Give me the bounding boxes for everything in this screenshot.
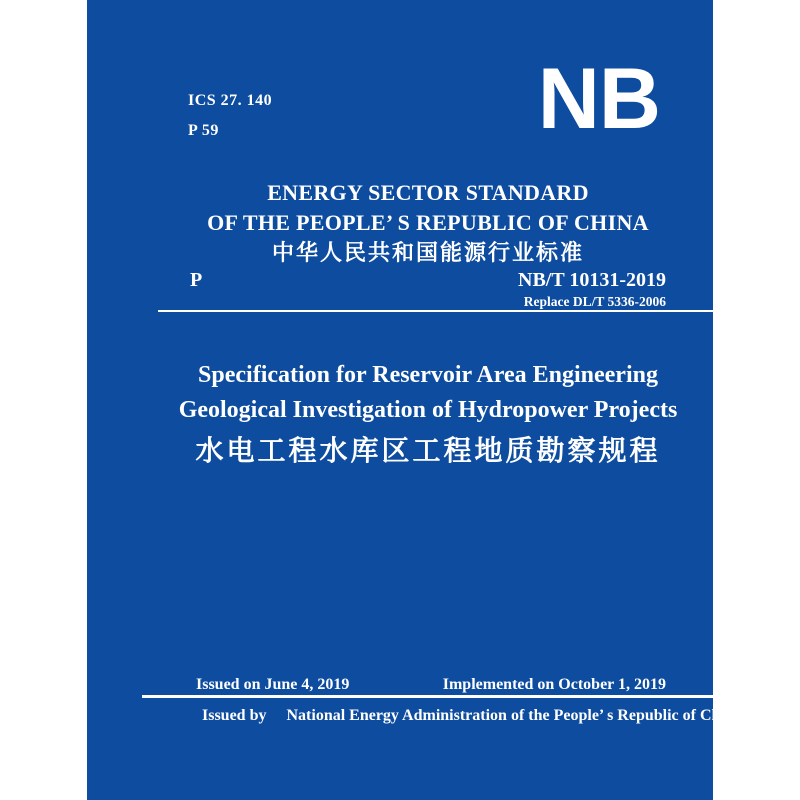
- header-line-en-1: ENERGY SECTOR STANDARD: [267, 180, 589, 205]
- standard-cover-page: [87, 0, 742, 800]
- ics-classification-block: [188, 86, 272, 146]
- header-divider-rule: [158, 310, 713, 312]
- ics-code: ICS 27. 140: [188, 92, 273, 109]
- nb-logo: NB: [537, 51, 660, 147]
- replaces-note: Replace DL/T 5336-2006: [523, 294, 666, 309]
- standard-header: [143, 178, 713, 268]
- title-en-line-2: Geological Investigation of Hydropower Projects: [178, 397, 678, 423]
- standard-code-row: [190, 268, 666, 292]
- class-prefix: P: [190, 269, 203, 291]
- implemented-date: Implemented on October 1, 2019: [442, 676, 666, 693]
- standard-title: [143, 358, 713, 474]
- footer-divider-rule: [142, 695, 713, 698]
- issued-by-value: National Energy Administration of the People’ s Republic of China: [286, 707, 742, 724]
- issued-by-label: Issued by: [202, 707, 267, 724]
- issued-date: Issued on June 4, 2019: [196, 676, 350, 693]
- header-line-en-2: OF THE PEOPLE’ S REPUBLIC OF CHINA: [207, 210, 649, 235]
- header-line-zh: 中华人民共和国能源行业标准: [271, 240, 584, 265]
- dates-row: [196, 675, 666, 695]
- title-zh: 水电工程水库区工程地质勘察规程: [195, 435, 661, 466]
- standard-number: NB/T 10131-2019: [518, 269, 666, 291]
- title-en-line-1: Specification for Reservoir Area Engineering: [198, 362, 658, 388]
- doc-class-code: P 59: [188, 122, 219, 139]
- issuing-authority-row: [202, 706, 742, 726]
